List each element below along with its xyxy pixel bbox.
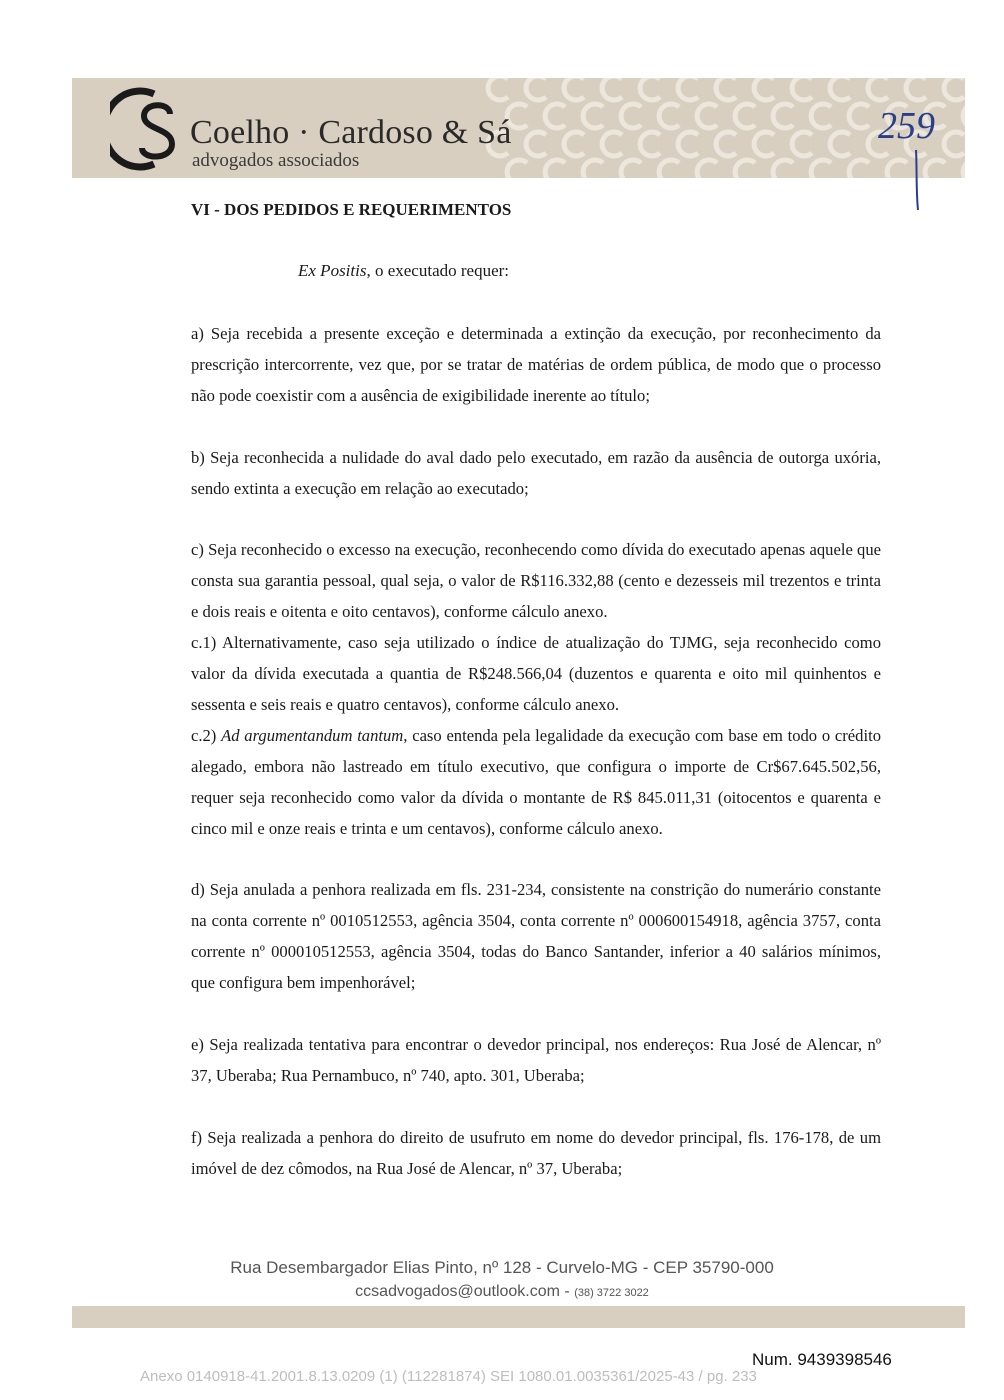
c2-rest: , caso entenda pela legalidade da execução com base em todo o crédito alegado, embora não lastreado em título executivo, que configura o importe de Cr$67.645.502,56, requer seja reconhecido como valor da dívida o montante de R$ 845.011,31 (oitocentos e quarenta e cinco mil e onze reais e trinta e um centavos), conforme cálculo anexo.	[191, 726, 881, 838]
c2-prefix: c.2)	[191, 726, 222, 745]
c2-italic: Ad argumentandum tantum	[221, 726, 404, 745]
annex-stamp: Anexo 0140918-41.2001.8.13.0209 (1) (112281874) SEI 1080.01.0035361/2025-43 / pg. 233	[140, 1368, 757, 1385]
request-item-e: e) Seja realizada tentativa para encontrar o devedor principal, nos endereços: Rua José de Alencar, nº 37, Uberaba; Rua Pernambuco, nº 740, apto. 301, Uberaba;	[191, 1035, 881, 1085]
firm-subtitle: advogados associados	[192, 150, 360, 171]
footer-contact	[0, 1283, 1004, 1301]
letterhead-band	[72, 78, 965, 178]
intro-line	[298, 261, 509, 281]
request-item-d: d) Seja anulada a penhora realizada em fls. 231-234, consistente na constrição do numerário constante na conta corrente nº 0010512553, agência 3504, conta corrente nº 000600154918, agência 3757, conta corrente nº 000010512553, agência 3504, todas do Banco Santander, inferior a 40 salários mínimos, que configura bem impenhorável;	[191, 880, 881, 992]
cs-logo-icon	[110, 84, 180, 172]
firm-name: Coelho · Cardoso & Sá	[190, 114, 512, 151]
section-title: VI - DOS PEDIDOS E REQUERIMENTOS	[191, 200, 512, 219]
request-item-c1: c.1) Alternativamente, caso seja utilizado o índice de atualização do TJMG, seja reconhecido como valor da dívida executada a quantia de R$248.566,04 (duzentos e quarenta e oito mil quinhentos e sessenta e seis reais e quatro centavos), conforme cálculo anexo.	[191, 633, 881, 714]
request-item-f: f) Seja realizada a penhora do direito de usufruto em nome do devedor principal, fls. 176-178, de um imóvel de dez cômodos, na Rua José de Alencar, nº 37, Uberaba;	[191, 1128, 881, 1178]
footer-email: ccsadvogados@outlook.com -	[355, 1283, 575, 1300]
request-item-a: a) Seja recebida a presente exceção e determinada a extinção da execução, por reconhecimento da prescrição intercorrente, vez que, por se tratar de matérias de ordem pública, de modo que o processo não pode coexistir com a ausência de exigibilidade inerente ao título;	[191, 324, 881, 405]
request-item-b: b) Seja reconhecida a nulidade do aval dado pelo executado, em razão da ausência de outorga uxória, sendo extinta a execução em relação ao executado;	[191, 448, 881, 498]
footer-phone: (38) 3722 3022	[574, 1287, 649, 1299]
footer-address: Rua Desembargador Elias Pinto, nº 128 - Curvelo-MG - CEP 35790-000	[230, 1258, 774, 1277]
handwritten-page-mark	[876, 98, 966, 218]
request-item-c: c) Seja reconhecido o excesso na execução, reconhecendo como dívida do executado apenas aquele que consta sua garantia pessoal, qual seja, o valor de R$116.332,88 (cento e dezesseis mil trezentos e trinta e dois reais e oitenta e oito centavos), conforme cálculo anexo.	[191, 540, 881, 621]
intro-rest: , o executado requer:	[366, 261, 510, 280]
footer-band	[72, 1306, 965, 1328]
intro-italic: Ex Positis	[298, 261, 367, 280]
document-number-stamp: Num. 9439398546	[752, 1350, 892, 1369]
page-mark-text: 259	[878, 105, 935, 147]
request-item-c2	[191, 720, 881, 844]
handwritten-number-icon	[876, 98, 966, 218]
